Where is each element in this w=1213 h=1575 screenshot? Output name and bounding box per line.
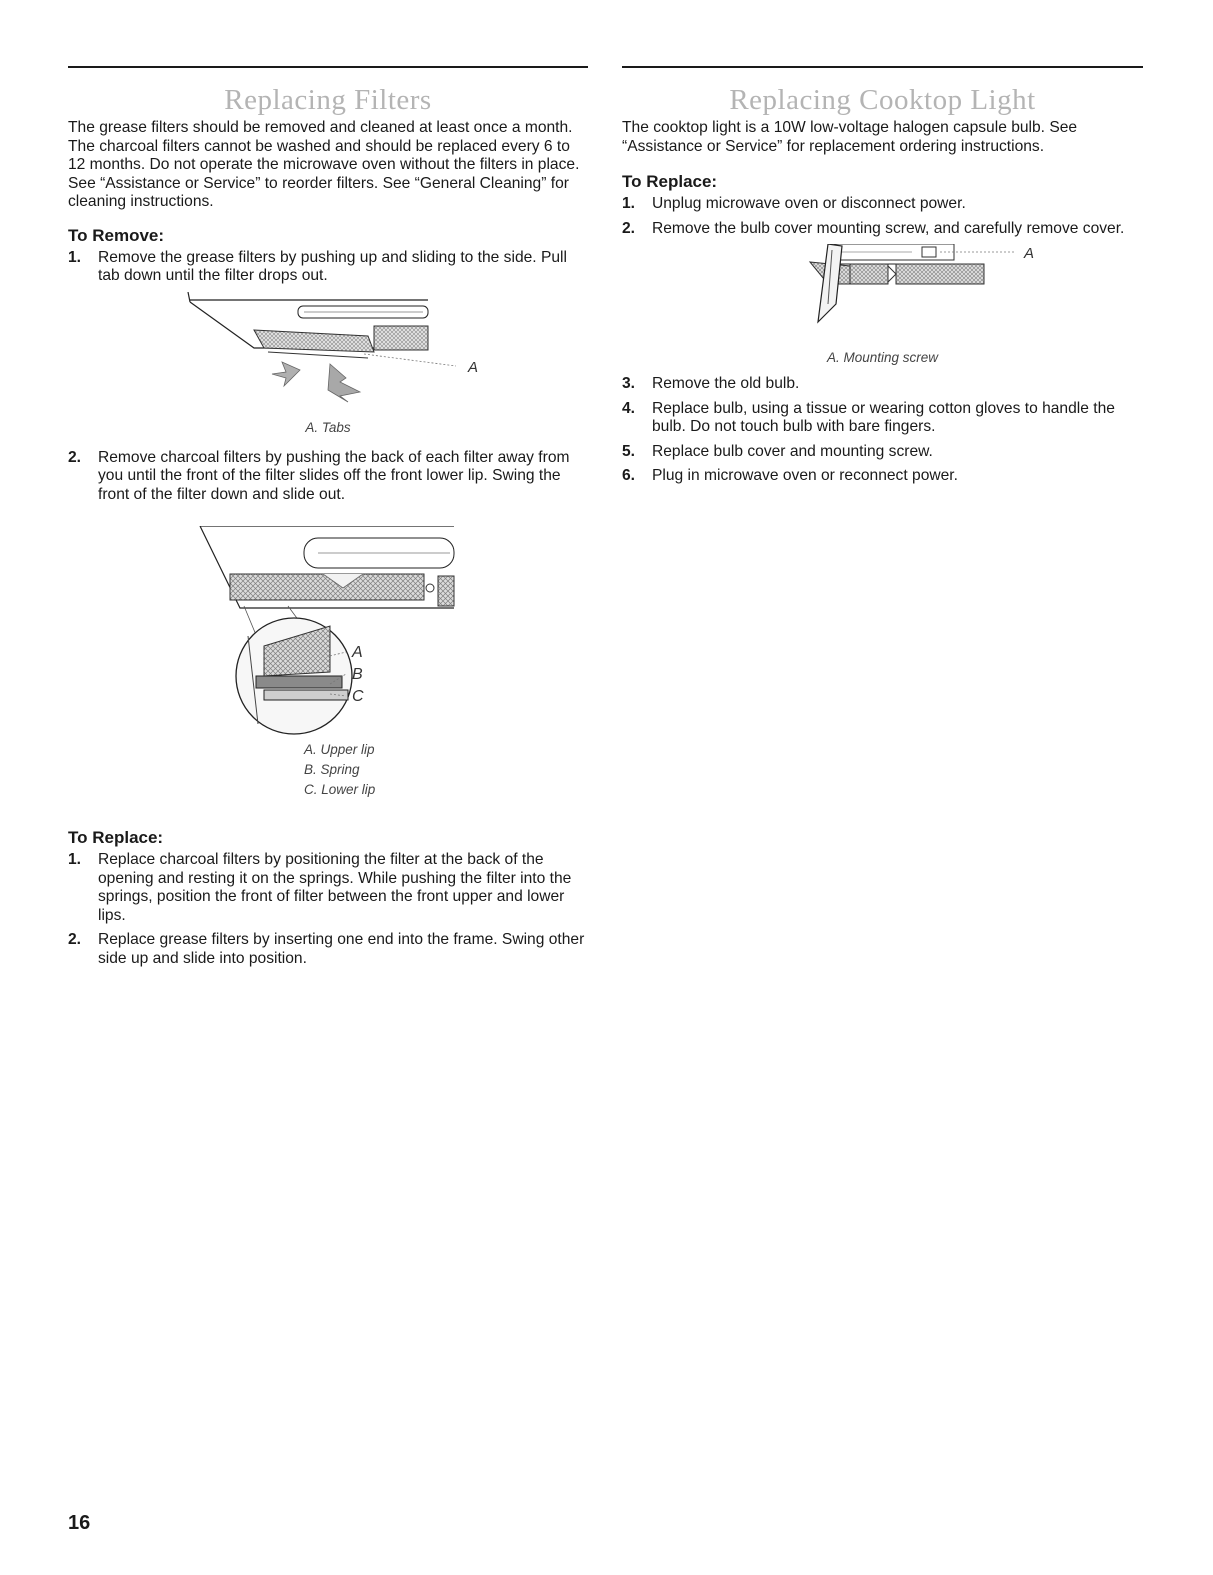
step-number: 1. bbox=[622, 195, 636, 212]
step-text: Replace bulb cover and mounting screw. bbox=[652, 442, 933, 460]
step-text: Replace grease filters by inserting one end into the frame. Swing other side up and slide into position. bbox=[98, 931, 585, 967]
remove-steps bbox=[68, 249, 588, 286]
list-item bbox=[622, 220, 1143, 239]
intro-paragraph: The cooktop light is a 10W low-voltage halogen capsule bulb. See “Assistance or Service” for replacement ordering instructions. bbox=[622, 119, 1078, 155]
list-item bbox=[622, 467, 1143, 486]
list-item bbox=[68, 249, 588, 286]
replacing-cooktop-light-section bbox=[622, 66, 1143, 492]
step-number: 1. bbox=[68, 248, 82, 266]
replacing-filters-section bbox=[68, 66, 588, 974]
section-rule bbox=[68, 66, 588, 68]
intro-paragraph: The grease filters should be removed and cleaned at least once a month. The charcoal filters cannot be washed and should be replaced every 6 to 12 months. Do not operate the microwave oven without the filters in place. See “Assistance or Service” to reorder filters. See “General Cleaning” for cleaning instructions. bbox=[68, 119, 580, 210]
replace-heading: To Replace: bbox=[622, 172, 718, 191]
step-number: 2. bbox=[68, 448, 82, 466]
step-number: 6. bbox=[622, 467, 636, 484]
step-text: Remove the grease filters by pushing up and sliding to the side. Pull tab down until the filter drops out. bbox=[98, 248, 567, 284]
charcoal-filter-figure bbox=[68, 526, 588, 826]
figure-caption: A. Tabs bbox=[305, 419, 351, 435]
callout-label: C bbox=[352, 688, 364, 705]
step-text: Remove the old bulb. bbox=[652, 375, 800, 392]
step-text: Replace bulb, using a tissue or wearing cotton gloves to handle the bulb. Do not touch bulb with bare fingers. bbox=[652, 399, 1115, 435]
replace-heading: To Replace: bbox=[68, 828, 164, 847]
bulb-cover-illustration bbox=[622, 244, 1143, 346]
replace-steps-continued bbox=[622, 375, 1143, 486]
grease-filter-illustration bbox=[68, 292, 588, 414]
bulb-cover-figure bbox=[622, 244, 1143, 346]
list-item bbox=[622, 195, 1143, 214]
grease-filter-figure bbox=[68, 292, 588, 414]
step-text: Remove the bulb cover mounting screw, and carefully remove cover. bbox=[652, 219, 1125, 237]
remove-heading: To Remove: bbox=[68, 225, 165, 245]
list-item bbox=[622, 375, 1143, 394]
step-text: Remove charcoal filters by pushing the back of each filter away from you until the front of the filter slides off the front lower lip. Swing the front of the filter down and slide out. bbox=[98, 448, 570, 503]
step-number: 3. bbox=[622, 375, 636, 392]
caption-line: B. Spring bbox=[304, 762, 360, 777]
figure-caption bbox=[304, 740, 375, 800]
callout-label: B bbox=[352, 666, 363, 683]
list-item bbox=[68, 931, 588, 968]
step-text: Replace charcoal filters by positioning the filter at the back of the opening and resting it on the springs. While pushing the filter into the springs, position the front of filter between the front upper and lower lips. bbox=[98, 851, 572, 924]
remove-steps-continued bbox=[68, 449, 588, 505]
list-item bbox=[622, 443, 1143, 462]
list-item bbox=[622, 400, 1143, 437]
step-text: Plug in microwave oven or reconnect power. bbox=[652, 467, 958, 484]
step-number: 4. bbox=[622, 399, 636, 417]
list-item bbox=[68, 851, 588, 925]
page-number: 16 bbox=[68, 1512, 91, 1534]
step-number: 2. bbox=[622, 219, 636, 237]
section-rule bbox=[622, 66, 1143, 68]
step-number: 1. bbox=[68, 851, 82, 868]
figure-caption: A. Mounting screw bbox=[826, 350, 939, 365]
callout-label: A bbox=[352, 644, 363, 661]
list-item bbox=[68, 449, 588, 505]
section-title: Replacing Cooktop Light bbox=[729, 84, 1036, 116]
caption-line: A. Upper lip bbox=[304, 742, 375, 757]
step-number: 5. bbox=[622, 442, 636, 460]
step-number: 2. bbox=[68, 931, 82, 948]
step-text: Unplug microwave oven or disconnect power. bbox=[652, 195, 966, 212]
caption-line: C. Lower lip bbox=[304, 782, 376, 797]
callout-label: A bbox=[1024, 245, 1035, 262]
replace-steps bbox=[68, 851, 588, 968]
callout-label: A bbox=[468, 358, 479, 376]
replace-steps bbox=[622, 195, 1143, 238]
section-title: Replacing Filters bbox=[224, 84, 432, 116]
